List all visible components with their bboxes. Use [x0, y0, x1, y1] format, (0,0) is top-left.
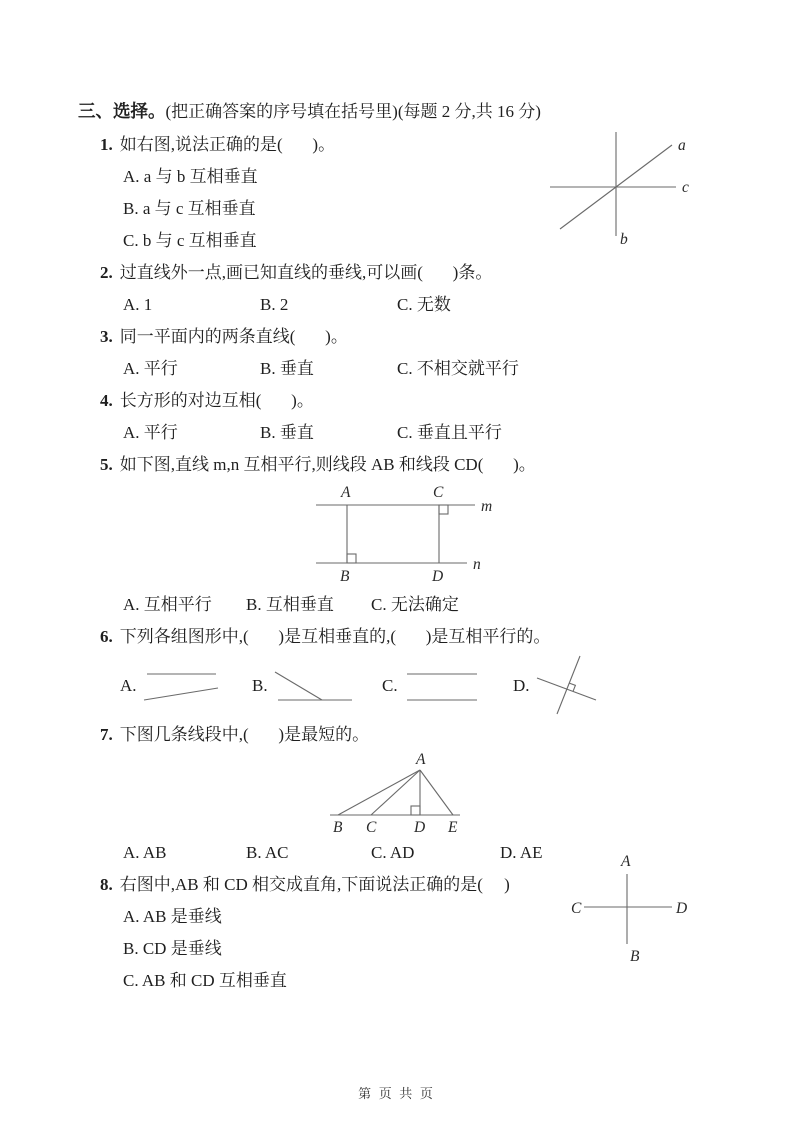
- three-lines-diagram: [546, 128, 711, 252]
- point-label-a: A: [621, 853, 631, 870]
- question-3-option-c: C. 不相交就平行: [397, 359, 519, 378]
- point-label-d: D: [414, 819, 426, 836]
- question-3: [78, 321, 738, 385]
- figure-c-label: C.: [382, 676, 398, 695]
- point-label-c: C: [571, 900, 582, 917]
- question-2-option-b: B. 2: [260, 295, 289, 314]
- question-8-figure: [570, 850, 702, 965]
- point-label-b: B: [340, 568, 350, 585]
- non-parallel-lines-diagram: [143, 665, 221, 707]
- question-2-number: 2.: [100, 263, 113, 282]
- point-label-d: D: [432, 568, 444, 585]
- question-4: [78, 385, 738, 449]
- question-2-option-a: A. 1: [123, 295, 153, 314]
- figure-b-label: B.: [252, 676, 268, 695]
- question-7: [78, 719, 738, 869]
- section-note: (把正确答案的序号填在括号里)(每题 2 分,共 16 分): [165, 102, 541, 121]
- perpendicular-lines-diagram: [536, 654, 602, 718]
- line-label-b: b: [620, 231, 628, 248]
- question-8-number: 8.: [100, 875, 113, 894]
- question-4-line: [100, 385, 738, 417]
- cross-lines-diagram: [570, 850, 702, 965]
- point-label-a: A: [416, 751, 426, 768]
- question-4-options: [123, 417, 738, 449]
- figure-option-c: [382, 665, 513, 707]
- parallel-lines-diagram: [313, 483, 503, 587]
- section-title: 三、选择。: [78, 101, 166, 121]
- point-label-e: E: [448, 819, 458, 836]
- point-label-b: B: [630, 948, 640, 965]
- question-8-option-a: A. AB 是垂线: [123, 907, 222, 926]
- question-4-text: 长方形的对边互相( )。: [119, 391, 314, 410]
- question-3-line: [100, 321, 738, 353]
- question-2-options: [123, 289, 738, 321]
- question-5: [78, 449, 738, 621]
- figure-option-a: [120, 665, 252, 707]
- question-7-number: 7.: [100, 725, 113, 744]
- question-4-option-b: B. 垂直: [260, 423, 314, 442]
- question-7-option-a: A. AB: [123, 843, 167, 862]
- question-4-option-c: C. 垂直且平行: [397, 423, 502, 442]
- question-3-number: 3.: [100, 327, 113, 346]
- question-7-option-d: D. AE: [500, 843, 543, 862]
- question-2-text: 过直线外一点,画已知直线的垂线,可以画( )条。: [119, 263, 493, 282]
- question-7-option-b: B. AC: [246, 843, 289, 862]
- question-6-line: [100, 621, 738, 653]
- question-5-text: 如下图,直线 m,n 互相平行,则线段 AB 和线段 CD( )。: [119, 455, 536, 474]
- question-5-figure: [100, 481, 738, 589]
- question-6: [78, 621, 738, 719]
- right-angle-mark-d: [411, 806, 420, 815]
- question-1-number: 1.: [100, 135, 113, 154]
- question-8-option-b: B. CD 是垂线: [123, 939, 222, 958]
- question-3-option-b: B. 垂直: [260, 359, 314, 378]
- point-label-d: D: [676, 900, 688, 917]
- question-5-option-b: B. 互相垂直: [246, 595, 334, 614]
- point-label-b: B: [333, 819, 343, 836]
- right-angle-mark-b: [347, 554, 356, 563]
- figure-option-d: [513, 654, 602, 718]
- point-label-c: C: [433, 484, 444, 501]
- question-6-figures: [100, 653, 738, 719]
- question-5-option-c: C. 无法确定: [371, 595, 459, 614]
- section-heading: [78, 94, 738, 129]
- question-8-text: 右图中,AB 和 CD 相交成直角,下面说法正确的是( ): [119, 875, 510, 894]
- question-5-option-a: A. 互相平行: [123, 595, 212, 614]
- line-label-m: m: [481, 498, 493, 515]
- question-1-option-c: C. b 与 c 互相垂直: [123, 231, 257, 250]
- figure-option-b: [252, 665, 382, 707]
- segment-ae: [420, 770, 453, 815]
- question-1-figure: [546, 128, 711, 252]
- question-7-option-c: C. AD: [371, 843, 415, 862]
- question-6-text: 下列各组图形中,( )是互相垂直的,( )是互相平行的。: [119, 627, 551, 646]
- point-label-a: A: [341, 484, 351, 501]
- question-8-option-c: C. AB 和 CD 互相垂直: [123, 971, 287, 990]
- figure-d-label: D.: [513, 676, 530, 695]
- question-2-line: [100, 257, 738, 289]
- question-1-text: 如右图,说法正确的是( )。: [119, 135, 336, 154]
- question-1-option-b: B. a 与 c 互相垂直: [123, 199, 256, 218]
- question-2-option-c: C. 无数: [397, 295, 451, 314]
- triangle-segments-diagram: [328, 751, 468, 837]
- question-5-number: 5.: [100, 455, 113, 474]
- question-6-number: 6.: [100, 627, 113, 646]
- right-angle-mark-c: [439, 505, 448, 514]
- question-7-line: [100, 719, 738, 751]
- line-label-n: n: [473, 556, 481, 573]
- figure-a-label: A.: [120, 676, 137, 695]
- question-3-text: 同一平面内的两条直线( )。: [119, 327, 348, 346]
- question-1-option-a: A. a 与 b 互相垂直: [123, 167, 258, 186]
- parallel-lines-pair-diagram: [404, 665, 480, 707]
- question-3-option-a: A. 平行: [123, 359, 178, 378]
- question-5-line: [100, 449, 738, 481]
- line-label-c: c: [682, 179, 689, 196]
- question-4-number: 4.: [100, 391, 113, 410]
- question-7-text: 下图几条线段中,( )是最短的。: [119, 725, 370, 744]
- question-3-options: [123, 353, 738, 385]
- question-5-options: [123, 589, 738, 621]
- page-footer: 第 页 共 页: [358, 1086, 435, 1101]
- question-2: [78, 257, 738, 321]
- oblique-intersecting-lines-diagram: [274, 665, 354, 707]
- question-4-option-a: A. 平行: [123, 423, 178, 442]
- question-7-figure: [100, 751, 738, 837]
- point-label-c: C: [366, 819, 377, 836]
- line-label-a: a: [678, 137, 686, 154]
